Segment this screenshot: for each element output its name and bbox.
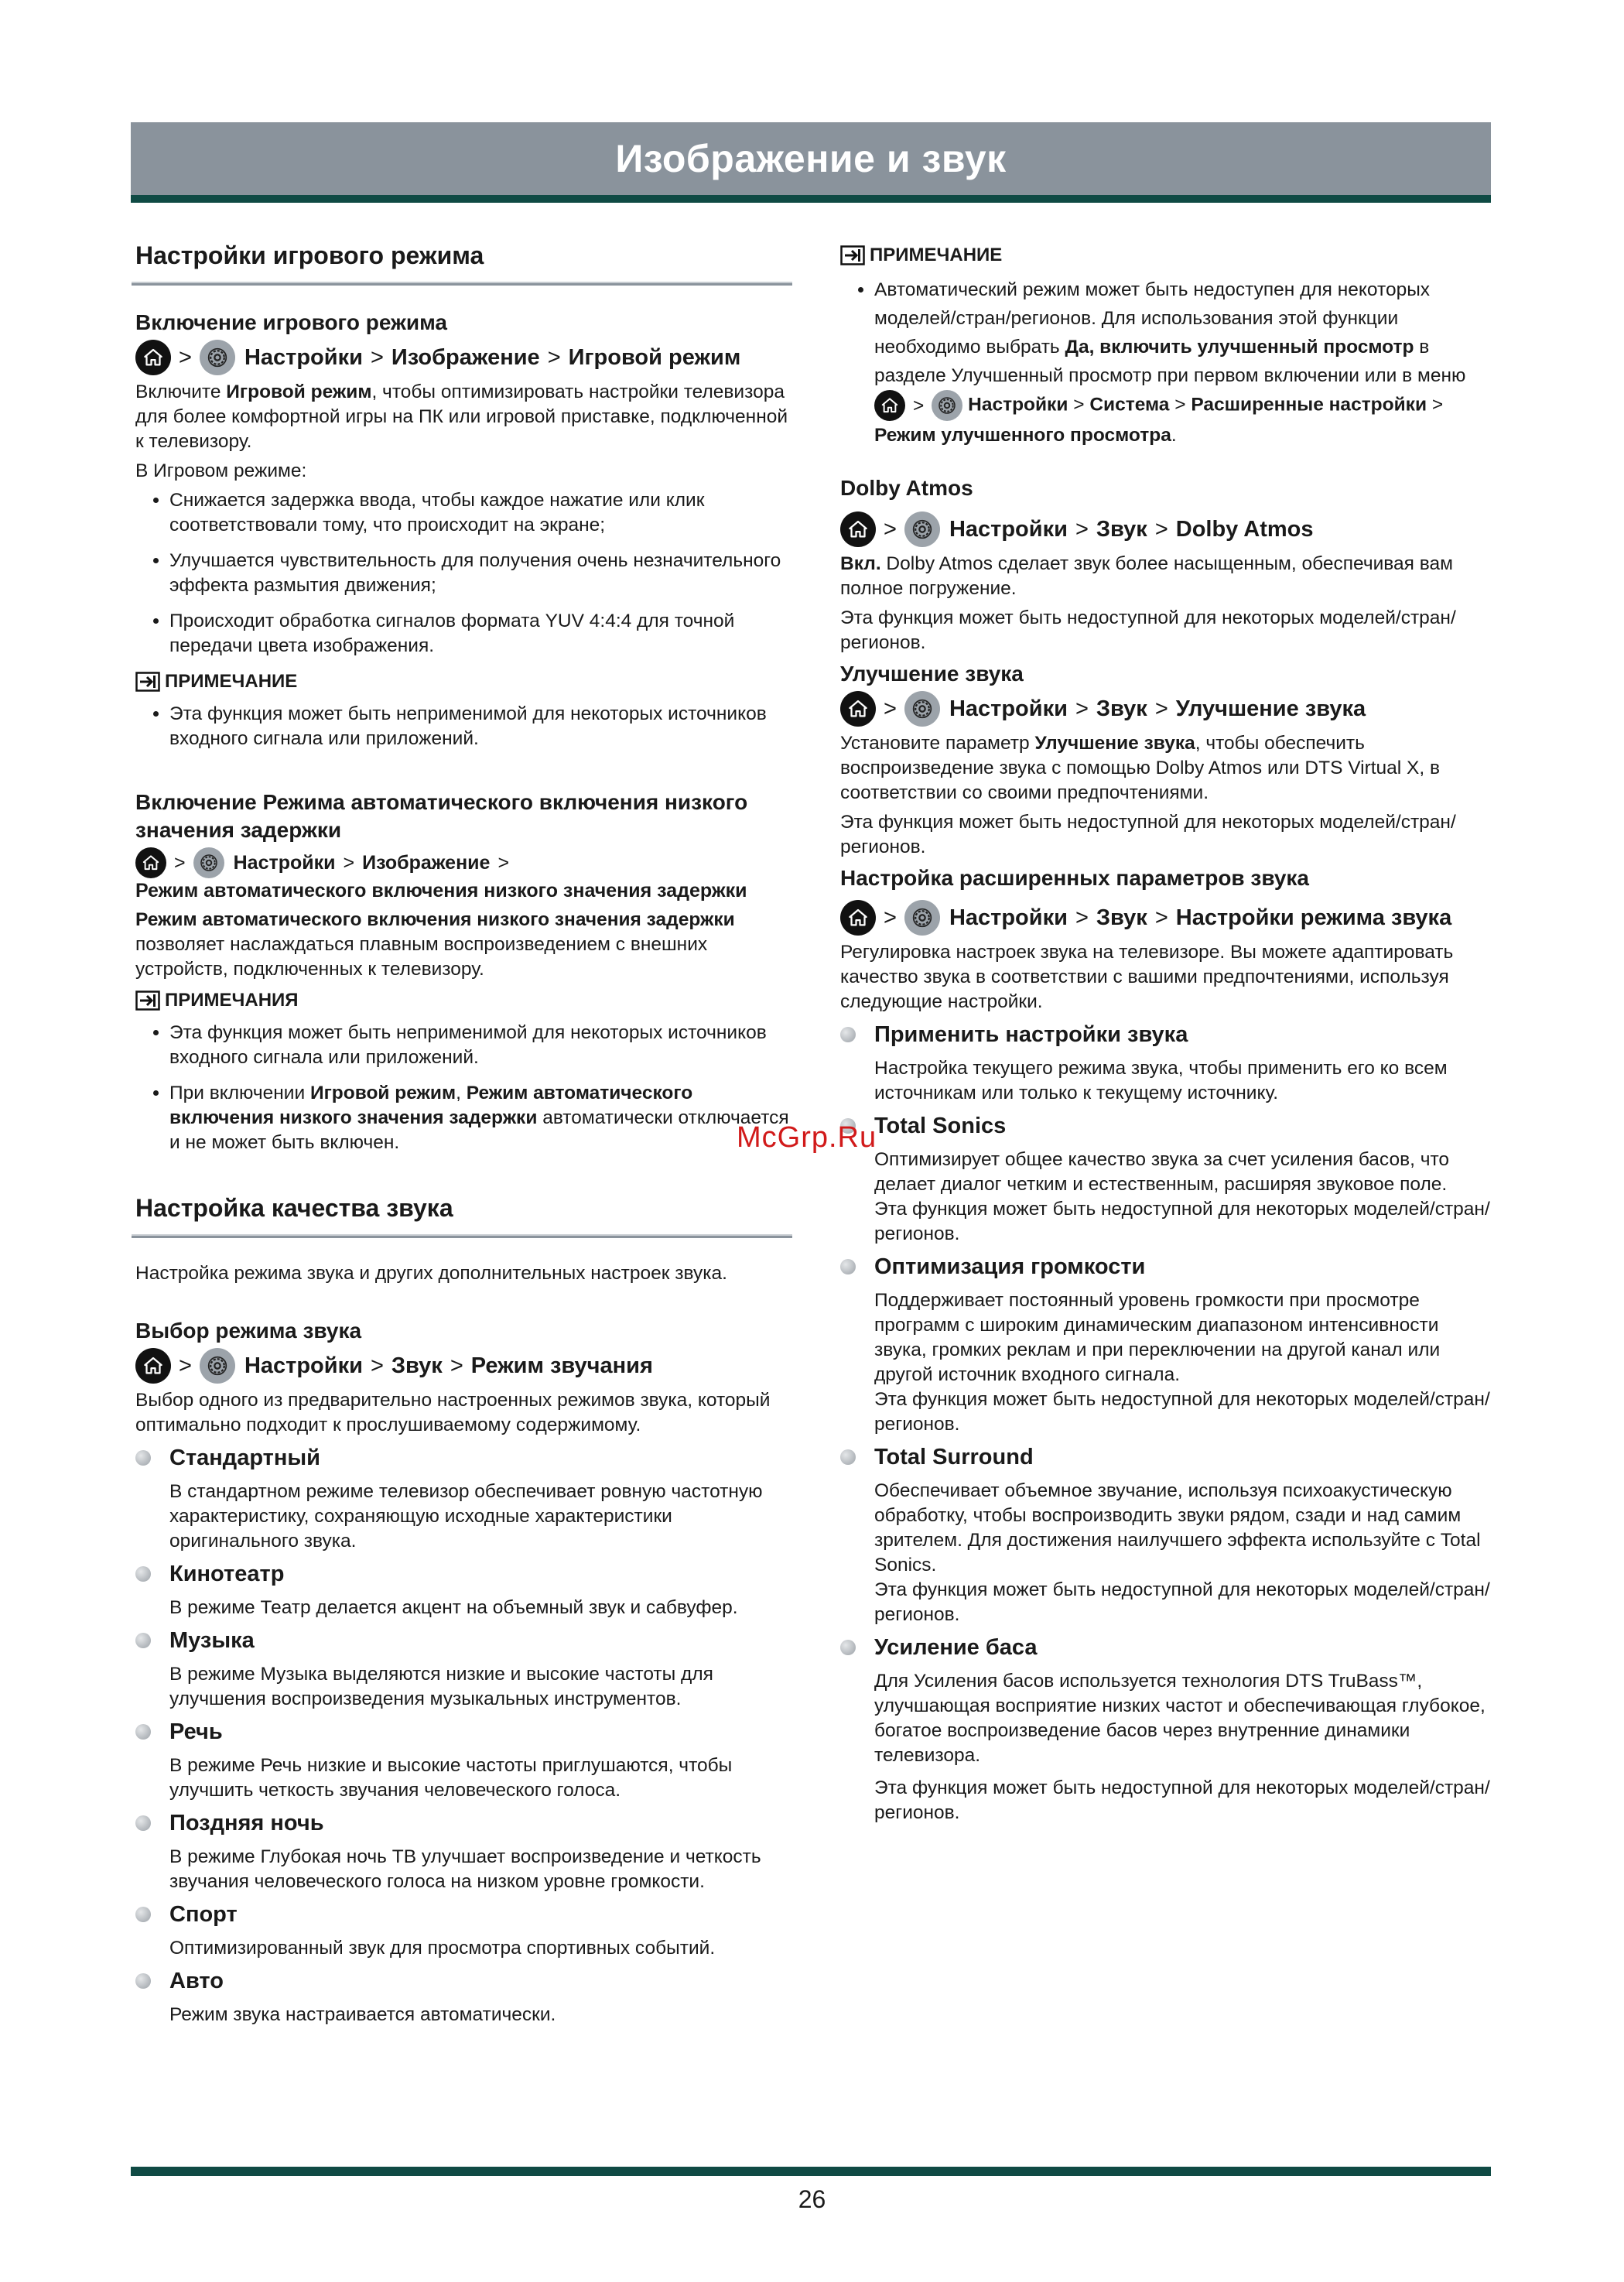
advanced-intro: Регулировка настроек звука на телевизоре. Вы можете адаптировать качество звука в соответствии с вашими предпочтениями, используя следующие настройки.: [840, 942, 1454, 1012]
dolby-path: > Настройки > Звук > Dolby Atmos: [840, 511, 1490, 547]
sound-mode-intro: Выбор одного из предварительно настроенных режимов звука, который оптимально подходит к прослушиваемому содержимому.: [135, 1390, 771, 1435]
allm-title: Включение Режима автоматического включения низкого значения задержки: [135, 790, 748, 842]
game-mode-path: > Настройки > Изображение > Игровой режим: [135, 340, 789, 375]
path-item: Настройки: [233, 852, 336, 874]
advanced-title: Настройка расширенных параметров звука: [840, 866, 1310, 890]
note-list: [135, 702, 789, 751]
allm-desc: Режим автоматического включения низкого значения задержки позволяет наслаждаться плавным воспроизведением с внешних устройств, подключенных к телевизору.: [135, 909, 735, 980]
note-header: ПРИМЕЧАНИЕ: [135, 669, 789, 694]
path-item: Игровой режим: [568, 345, 741, 370]
home-icon: [135, 847, 166, 878]
bullet-dot-icon: [135, 1633, 151, 1648]
sound-mode-item: Музыка В режиме Музыка выделяются низкие и высокие частоты для улучшения воспроизведения музыкальных инструментов.: [135, 1625, 789, 1712]
bullet-dot-icon: [135, 1566, 151, 1582]
sound-setting-item: Total Sonics Оптимизирует общее качество звука за счет усиления басов, что делает диалог четким и естественным, расширяя звуковое поле. Эта функция может быть недоступной для некоторых моделей/стран/регионов.: [840, 1110, 1490, 1247]
bullet-dot-icon: [135, 1450, 151, 1466]
sound-quality-intro: Настройка режима звука и других дополнительных настроек звука.: [135, 1263, 727, 1284]
path-item: Dolby Atmos: [1175, 517, 1314, 542]
note-item: • Эта функция может быть неприменимой для некоторых источников входного сигнала или приложений.: [169, 1021, 789, 1070]
sound-setting-item: Оптимизация громкости Поддерживает постоянный уровень громкости при просмотре программ с широким динамическим диапазоном интенсивности звука, громких реклам и при переключении на другой канал или другой источник входного сигнала. Эта функция может быть недоступной для некоторых моделей/стран/регионов.: [840, 1251, 1490, 1437]
enhance-desc: Установите параметр Улучшение звука, чтобы обеспечить воспроизведение звука с помощью Dolby Atmos или DTS Virtual X, в соответствии со своими предпочтениями.: [840, 733, 1441, 803]
bullet-dot-icon: [135, 1724, 151, 1740]
watermark-text: McGrp.Ru: [737, 1121, 877, 1154]
home-icon: [874, 390, 905, 421]
settings-gear-icon: [904, 900, 940, 936]
path-item: Настройки: [949, 517, 1068, 542]
sound-mode-item: Авто Режим звука настраивается автоматически.: [135, 1966, 789, 2027]
bullet-dot-icon: [840, 1259, 856, 1274]
settings-gear-icon: [193, 847, 224, 878]
path-item: Режим звучания: [470, 1353, 653, 1378]
note-item: • Эта функция может быть неприменимой для некоторых источников входного сигнала или приложений.: [169, 702, 789, 751]
sound-setting-item: Total Surround Обеспечивает объемное звучание, используя психоакустическую обработку, чтобы воспроизводить звуки рядом, сзади и над самим зрителем. Для достижения наилучшего эффекта используйте с Total Sonics. Эта функция может быть недоступной для некоторых моделей/стран/регионов.: [840, 1442, 1490, 1627]
sound-mode-item: Речь В режиме Речь низкие и высокие частоты приглушаются, чтобы улучшить четкость звучания человеческого голоса.: [135, 1716, 789, 1803]
section-rule: [132, 282, 792, 286]
list-item: • Происходит обработка сигналов формата YUV 4:4:4 для точной передачи цвета изображения.: [169, 609, 789, 659]
title-accent-bar: [131, 195, 1491, 203]
bullet-dot-icon: [840, 1640, 856, 1655]
bullet-dot-icon: [135, 1815, 151, 1831]
path-item: Настройки: [949, 905, 1068, 930]
note-item: • Автоматический режим может быть недоступен для некоторых моделей/стран/регионов. Для использования этой функции необходимо выбрать Да, включить улучшенный просмотр в разделе Улучшенный просмотр при первом включении или в меню > Настройки > Система > Расширенные настройки > Режим улучшенного просмотра.: [874, 275, 1490, 450]
path-item: Настройки режима звука: [1175, 905, 1452, 930]
sound-mode-title: Выбор режима звука: [135, 1319, 362, 1343]
dolby-title: Dolby Atmos: [840, 476, 973, 500]
path-item: Звук: [1096, 517, 1147, 542]
list-item: • Улучшается чувствительность для получения очень незначительного эффекта размытия движения;: [169, 549, 789, 598]
game-settings-title: Настройки игрового режима: [135, 241, 484, 269]
enhance-path: > Настройки > Звук > Улучшение звука: [840, 691, 1490, 727]
bullet-dot-icon: [840, 1027, 856, 1042]
note-arrow-icon: [135, 990, 160, 1011]
note-arrow-icon: [840, 245, 865, 265]
bullet-dot-icon: [135, 1907, 151, 1922]
sound-setting-item: Применить настройки звука Настройка текущего режима звука, чтобы применить его ко всем источникам или только к текущему источнику.: [840, 1019, 1490, 1106]
settings-gear-icon: [932, 390, 962, 421]
allm-path: > Настройки > Изображение > Режим автоматического включения низкого значения задержки: [135, 847, 789, 903]
notes-header: ПРИМЕЧАНИЯ: [135, 988, 789, 1013]
path-item: Изображение: [391, 345, 540, 370]
home-icon: [840, 511, 876, 547]
path-item: Звук: [1096, 696, 1147, 721]
notes-list: [135, 1021, 789, 1155]
note-arrow-icon: [135, 672, 160, 692]
sound-mode-item: Стандартный В стандартном режиме телевизор обеспечивает ровную частотную характеристику, сохраняющую исходные характеристики оригинального звука.: [135, 1442, 789, 1554]
game-mode-bullets: [135, 488, 789, 659]
home-icon: [840, 900, 876, 936]
enhance-title: Улучшение звука: [840, 662, 1024, 686]
footer-accent-bar: [131, 2167, 1491, 2176]
sound-mode-path: > Настройки > Звук > Режим звучания: [135, 1348, 789, 1384]
sound-quality-title: Настройка качества звука: [135, 1194, 453, 1222]
note-list: [840, 275, 1490, 450]
bullet-dot-icon: [135, 1973, 151, 1989]
path-item: Звук: [391, 1353, 443, 1378]
path-item: Улучшение звука: [1175, 696, 1366, 721]
enhance-availability: Эта функция может быть недоступной для некоторых моделей/стран/регионов.: [840, 812, 1456, 857]
home-icon: [135, 340, 171, 375]
list-item: • Снижается задержка ввода, чтобы каждое нажатие или клик соответствовали тому, что происходит на экране;: [169, 488, 789, 538]
note-header: ПРИМЕЧАНИЕ: [840, 243, 1490, 268]
note-item: • При включении Игровой режим, Режим автоматического включения низкого значения задержки автоматически отключается и не может быть включен.: [169, 1081, 789, 1155]
right-column: [840, 240, 1490, 1830]
home-icon: [135, 1348, 171, 1384]
path-item: Режим автоматического включения низкого значения задержки: [135, 880, 747, 902]
game-mode-intro: Включите Игровой режим, чтобы оптимизировать настройки телевизора для более комфортной игры на ПК или игровой приставке, подключенной к телевизору.: [135, 381, 788, 452]
page-title: Изображение и звук: [615, 137, 1007, 180]
game-mode-enable-title: Включение игрового режима: [135, 310, 448, 334]
bullet-dot-icon: [840, 1449, 856, 1465]
dolby-desc: Вкл. Dolby Atmos сделает звук более насыщенным, обеспечивая вам полное погружение.: [840, 553, 1453, 599]
left-column: [135, 240, 789, 2032]
path-item: Изображение: [362, 852, 491, 874]
page-number: 26: [798, 2185, 826, 2213]
path-item: Настройки: [244, 345, 363, 370]
game-mode-in-mode: В Игровом режиме:: [135, 460, 307, 481]
page-title-banner: [131, 122, 1491, 195]
settings-gear-icon: [200, 1348, 235, 1384]
sound-mode-item: Спорт Оптимизированный звук для просмотра спортивных событий.: [135, 1899, 789, 1961]
path-item: Настройки: [949, 696, 1068, 721]
home-icon: [840, 691, 876, 727]
settings-gear-icon: [904, 511, 940, 547]
path-item: Настройки: [244, 1353, 363, 1378]
advanced-path: > Настройки > Звук > Настройки режима звука: [840, 900, 1490, 936]
settings-gear-icon: [904, 691, 940, 727]
sound-mode-item: Поздняя ночь В режиме Глубокая ночь ТВ улучшает воспроизведение и четкость звучания человеческого голоса на низком уровне громкости.: [135, 1808, 789, 1894]
settings-gear-icon: [200, 340, 235, 375]
section-rule: [132, 1234, 792, 1238]
sound-mode-item: Кинотеатр В режиме Театр делается акцент на объемный звук и сабвуфер.: [135, 1558, 789, 1620]
path-item: Звук: [1096, 905, 1147, 930]
sound-setting-item: Усиление баса Для Усиления басов используется технология DTS TruBass™, улучшающая восприятие низких частот и обеспечивающая глубокое, богатое воспроизведение басов через внутренние динамики телевизора. Эта функция может быть недоступной для некоторых моделей/стран/регионов.: [840, 1632, 1490, 1825]
dolby-availability: Эта функция может быть недоступной для некоторых моделей/стран/регионов.: [840, 607, 1456, 653]
